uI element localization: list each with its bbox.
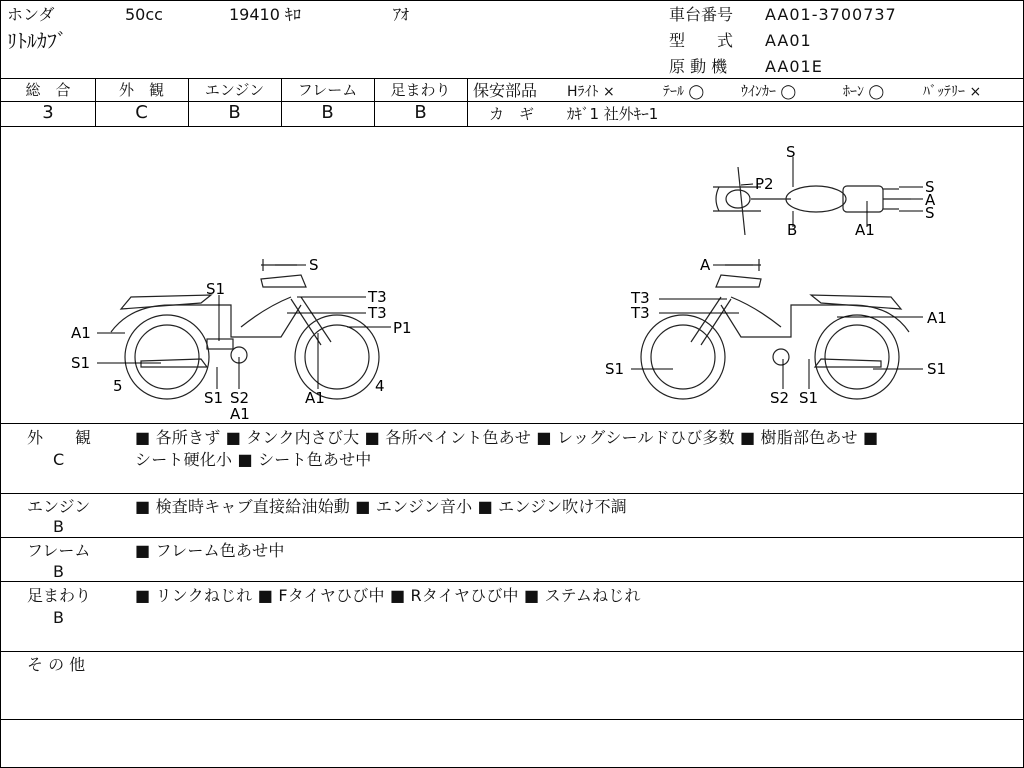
status-mark-icon: ◯	[780, 84, 797, 100]
mark-left-s: S	[309, 256, 319, 274]
mark-top-a: A	[925, 191, 936, 209]
mark-left-s2: S2	[230, 389, 250, 407]
engine-label: エンジン	[204, 81, 265, 99]
mark-top-s: S	[786, 143, 796, 161]
mark-right-t3-a: T3	[631, 289, 650, 307]
divider	[1, 493, 1023, 494]
mark-left-t3-a: T3	[368, 288, 387, 306]
mark-left-5: 5	[113, 377, 123, 395]
safety-item-tail: ﾃｰﾙ ◯	[663, 84, 705, 100]
mileage: 19410 ｷﾛ	[229, 5, 301, 24]
divider	[1, 537, 1023, 538]
mark-left-s1-bottom: S1	[204, 389, 224, 407]
divider	[1, 423, 1023, 424]
top-view-bike	[713, 167, 911, 235]
mark-right-s1-left: S1	[605, 360, 625, 378]
remark-frame-label: フレーム	[27, 541, 91, 560]
right-side-bike	[641, 259, 909, 399]
frame-no: AA01-3700737	[765, 5, 897, 24]
engine-model-value: AA01E	[765, 57, 823, 76]
mark-left-p1: P1	[393, 319, 412, 337]
mark-left-a1-bottom: A1	[230, 405, 250, 423]
divider	[1, 78, 1023, 79]
exterior-grade: C	[135, 102, 148, 123]
divider	[1, 581, 1023, 582]
type-value: AA01	[765, 31, 812, 50]
mark-left-a1: A1	[71, 324, 91, 342]
left-side-bike	[111, 259, 379, 399]
suspension-label: 足まわり	[390, 81, 451, 99]
safety-item-winker: ｳｲﾝｶｰ ◯	[741, 84, 797, 100]
remark-suspension-label: 足まわり	[27, 586, 92, 605]
damage-diagram	[1, 127, 1023, 423]
remark-other-label: そ の 他	[27, 655, 86, 674]
remark-exterior-label: 外 観	[27, 428, 92, 447]
displacement: 50cc	[125, 5, 163, 24]
color: ｱｵ	[393, 5, 410, 24]
mark-top-b: B	[787, 221, 798, 239]
engine-model-label: 原 動 機	[669, 57, 728, 76]
mark-right-s1-right: S1	[927, 360, 947, 378]
mark-right-s1-bottom: S1	[799, 389, 819, 407]
remark-suspension-grade: B	[53, 608, 64, 627]
mark-left-4: 4	[375, 377, 385, 395]
mark-right-t3-b: T3	[631, 304, 650, 322]
divider	[1, 651, 1023, 652]
mark-top-s-right2: S	[925, 204, 935, 222]
safety-item-headlight: Hﾗｲﾄ ×	[567, 84, 615, 100]
remark-frame-grade: B	[53, 562, 64, 581]
status-mark-icon: ×	[969, 84, 982, 100]
divider	[467, 78, 468, 126]
suspension-grade: B	[414, 102, 427, 123]
safety-label: 保安部品	[473, 81, 538, 100]
mark-left-a1-fork: A1	[305, 389, 325, 407]
status-mark-icon: ◯	[868, 84, 885, 100]
mark-right-a1: A1	[927, 309, 947, 327]
remark-exterior-grade: C	[53, 450, 65, 469]
mark-left-s1-top: S1	[206, 280, 226, 298]
remark-engine-grade: B	[53, 517, 64, 536]
remark-frame-line: ■ フレーム色あせ中	[135, 541, 285, 560]
exterior-label: 外 観	[118, 81, 164, 99]
status-mark-icon: ×	[602, 84, 615, 100]
engine-grade: B	[228, 102, 241, 123]
mark-top-p2: P2	[755, 175, 774, 193]
type-label: 型 式	[669, 31, 734, 50]
safety-item-horn: ﾎｰﾝ ◯	[843, 84, 885, 100]
status-mark-icon: ◯	[688, 84, 705, 100]
key-label: カ ギ	[489, 105, 535, 123]
total-grade: 3	[42, 102, 54, 123]
safety-item-battery: ﾊﾞｯﾃﾘｰ ×	[923, 84, 982, 100]
total-label: 総 合	[25, 81, 71, 99]
mark-right-s2: S2	[770, 389, 790, 407]
maker: ホンダ	[7, 5, 55, 24]
mark-top-s-right1: S	[925, 178, 935, 196]
leader-lines	[97, 157, 923, 389]
mark-left-t3-b: T3	[368, 304, 387, 322]
frame-grade: B	[321, 102, 334, 123]
frame-label: フレーム	[297, 81, 358, 99]
mark-right-a: A	[700, 256, 711, 274]
mark-left-s1: S1	[71, 354, 91, 372]
model-name: ﾘﾄﾙｶﾌﾞ	[7, 29, 67, 53]
key-value: ｶｷﾞ1 社外ｷｰ1	[567, 105, 659, 123]
remark-engine-label: エンジン	[27, 497, 91, 516]
remark-exterior-line2: シート硬化小 ■ シート色あせ中	[135, 450, 372, 469]
mark-top-a1: A1	[855, 221, 875, 239]
frame-no-label: 車台番号	[669, 5, 734, 24]
divider	[1, 719, 1023, 720]
remark-exterior-line1: ■ 各所きず ■ タンク内さび大 ■ 各所ペイント色あせ ■ レッグシールドひび多数 ■ 樹脂部色あせ ■	[135, 428, 879, 447]
remark-suspension-line: ■ リンクねじれ ■ Fタイヤひび中 ■ Rタイヤひび中 ■ ステムねじれ	[135, 586, 641, 605]
remark-engine-line: ■ 検査時キャブ直接給油始動 ■ エンジン音小 ■ エンジン吹け不調	[135, 497, 627, 516]
